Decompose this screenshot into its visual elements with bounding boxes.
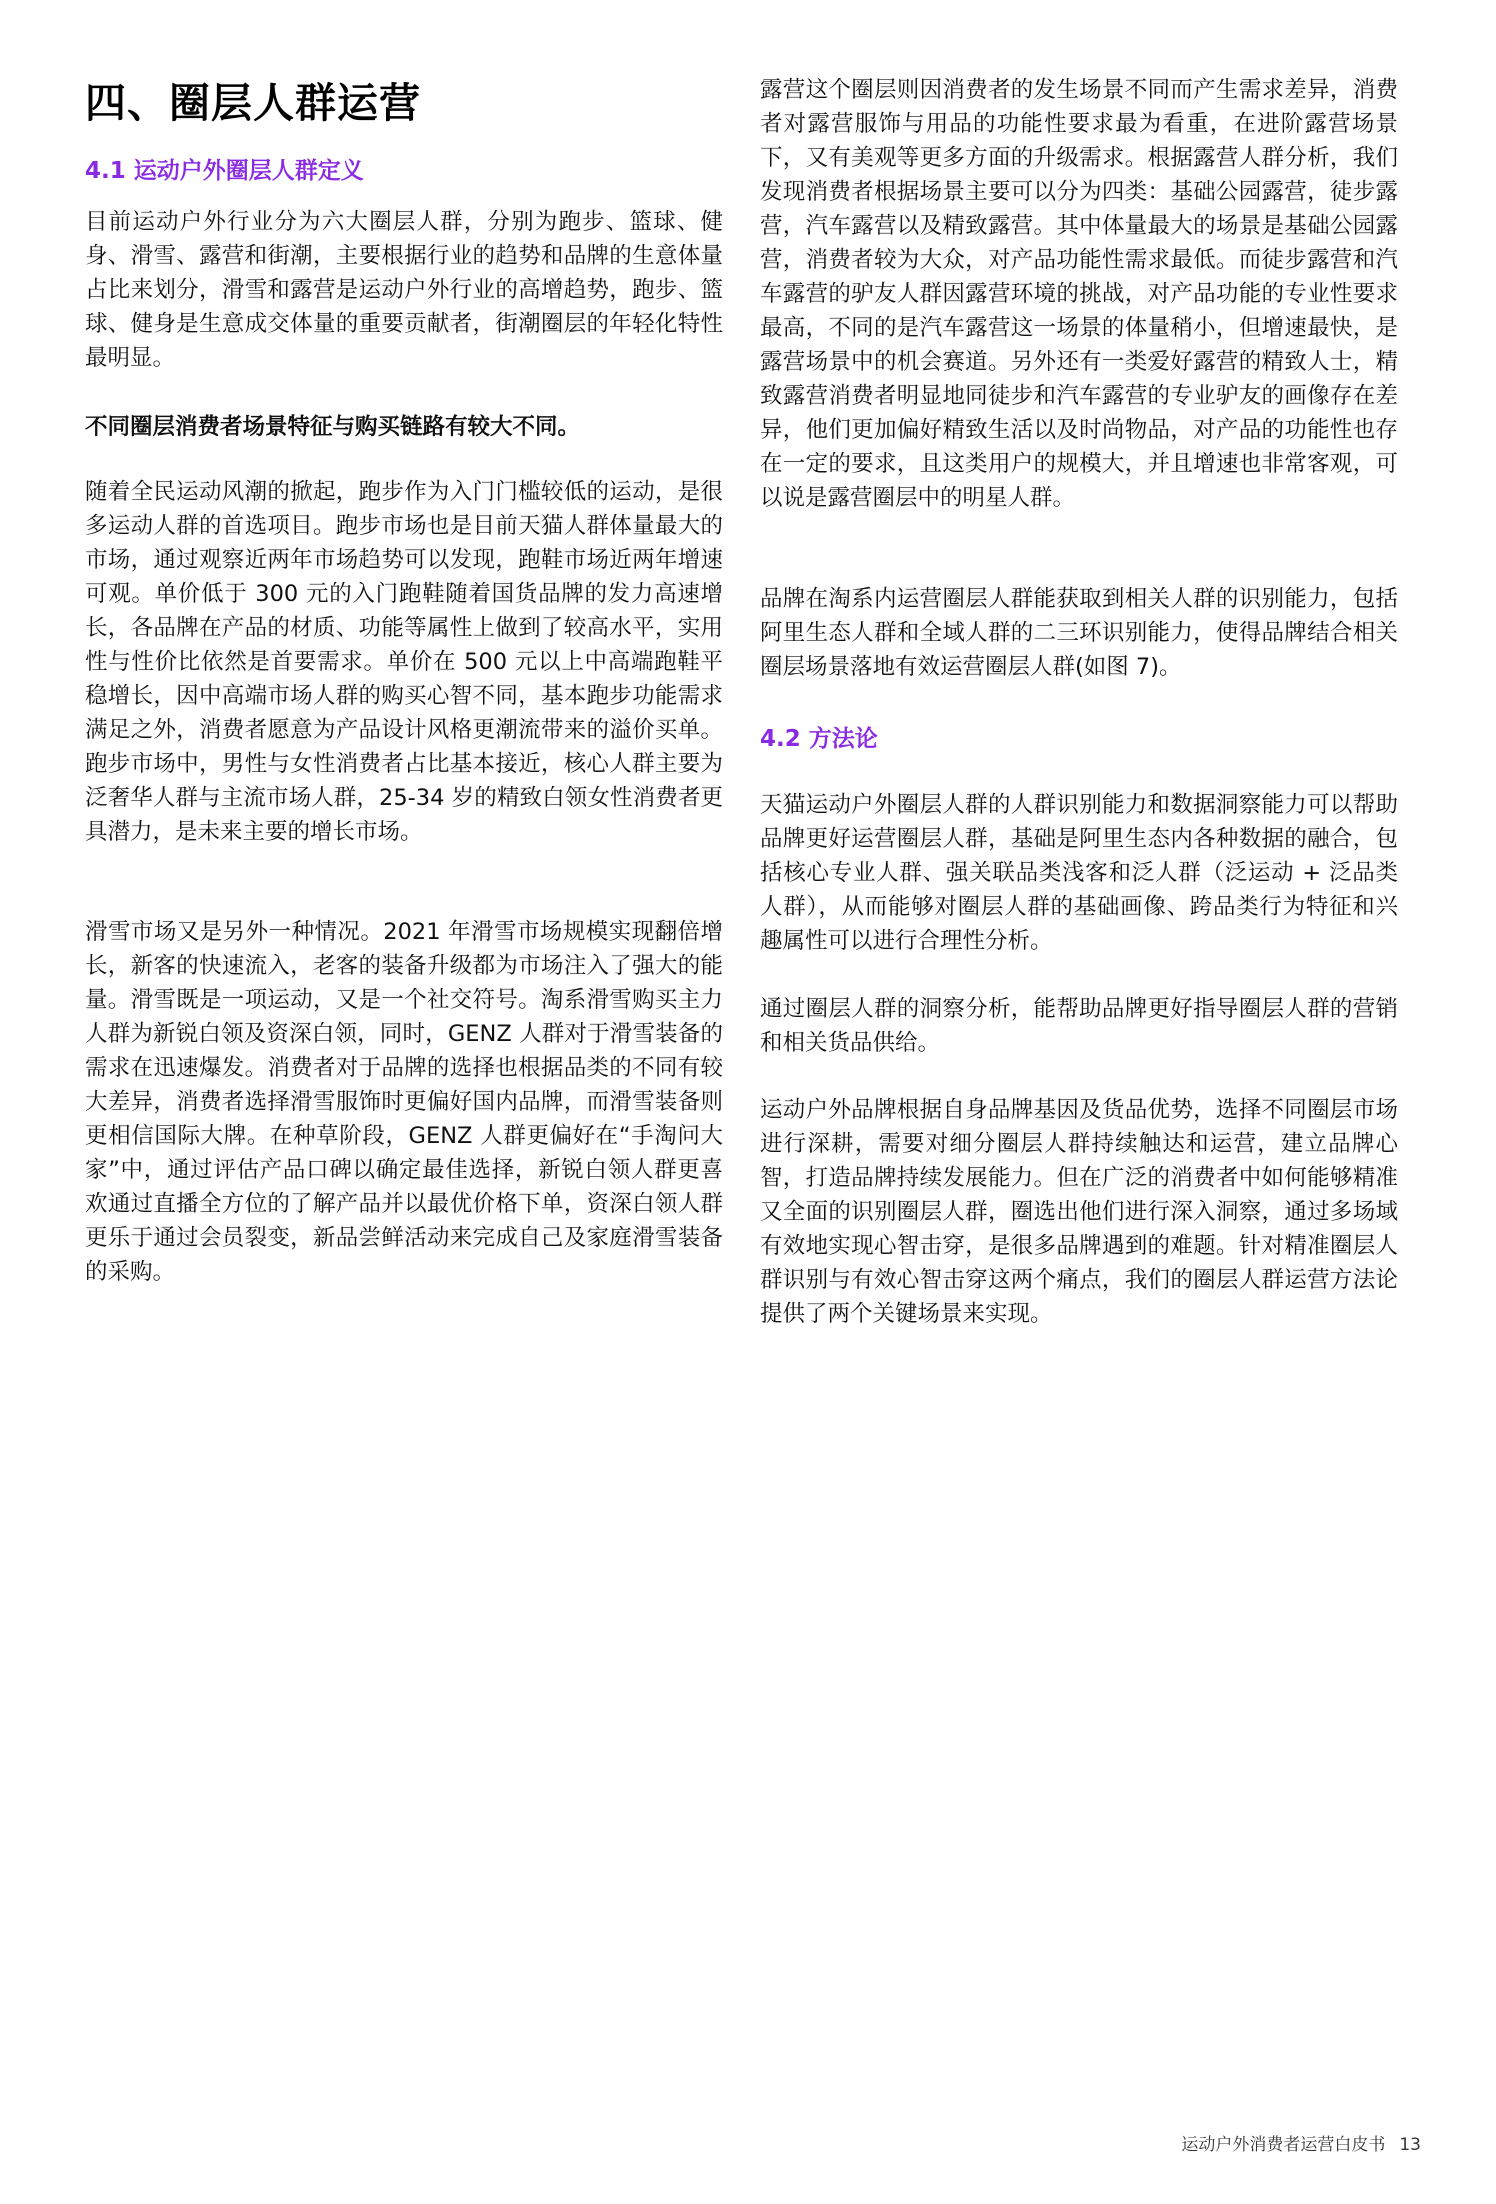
- page-footer: [1167, 2130, 1421, 2155]
- paragraph-circle-definition: 目前运动户外行业分为六大圈层人群，分别为跑步、篮球、健身、滑雪、露营和街潮，主要根据行业的趋势和品牌的生意体量占比来划分，滑雪和露营是运动户外行业的高增趋势，跑步、篮球、健身是生意成交体量的重要贡献者，街潮圈层的年轻化特性最明显。: [85, 209, 723, 371]
- paragraph-methodology: 天猫运动户外圈层人群的人群识别能力和数据洞察能力可以帮助品牌更好运营圈层人群，基础是阿里生态内各种数据的融合，包括核心专业人群、强关联品类浅客和泛人群（泛运动 + 泛品类人群），从而能够对圈层人群的基础画像、跨品类行为特征和兴趣属性可以进行合理性分析。: [760, 792, 1398, 954]
- page-number: 13: [1399, 2135, 1421, 2155]
- page-title: 四、圈层人群运营: [85, 79, 421, 127]
- footer-title: 运动户外消费者运营白皮书: [1181, 2135, 1386, 2155]
- paragraph-bold-statement: 不同圈层消费者场景特征与购买链路有较大不同。: [85, 414, 581, 440]
- paragraph-insight-analysis: 通过圈层人群的洞察分析，能帮助品牌更好指导圈层人群的营销和相关货品供给。: [760, 996, 1398, 1056]
- paragraph-brand-strategy: 运动户外品牌根据自身品牌基因及货品优势，选择不同圈层市场进行深耕，需要对细分圈层人群持续触达和运营，建立品牌心智，打造品牌持续发展能力。但在广泛的消费者中如何能够精准又全面的识别圈层人群，圈选出他们进行深入洞察，通过多场域有效地实现心智击穿，是很多品牌遇到的难题。针对精准圈层人群识别与有效心智击穿这两个痛点，我们的圈层人群运营方法论提供了两个关键场景来实现。: [760, 1097, 1398, 1327]
- paragraph-skiing-market: 滑雪市场又是另外一种情况。2021 年滑雪市场规模实现翻倍增长，新客的快速流入，老客的装备升级都为市场注入了强大的能量。滑雪既是一项运动，又是一个社交符号。淘系滑雪购买主力人群为新锐白领及资深白领，同时，GENZ 人群对于滑雪装备的需求在迅速爆发。消费者对于品牌的选择也根据品类的不同有较大差异，消费者选择滑雪服饰时更偏好国内品牌，而滑雪装备则更相信国际大牌。在种草阶段，GENZ 人群更偏好在“手淘问大家”中，通过评估产品口碑以确定最佳选择，新锐白领人群更喜欢通过直播全方位的了解产品并以最优价格下单，资深白领人群更乐于通过会员裂变，新品尝鲜活动来完成自己及家庭滑雪装备的采购。: [85, 919, 723, 1285]
- paragraph-brand-capability: 品牌在淘系内运营圈层人群能获取到相关人群的识别能力，包括阿里生态人群和全域人群的二三环识别能力，使得品牌结合相关圈层场景落地有效运营圈层人群(如图 7)。: [760, 586, 1398, 680]
- section-heading-4-2: 4.2 方法论: [760, 726, 878, 752]
- paragraph-running-market: 随着全民运动风潮的掀起，跑步作为入门门槛较低的运动，是很多运动人群的首选项目。跑步市场也是目前天猫人群体量最大的市场，通过观察近两年市场趋势可以发现，跑鞋市场近两年增速可观。单价低于 300 元的入门跑鞋随着国货品牌的发力高速增长，各品牌在产品的材质、功能等属性上做到了较高水平，实用性与性价比依然是首要需求。单价在 500 元以上中高端跑鞋平稳增长，因中高端市场人群的购买心智不同，基本跑步功能需求满足之外，消费者愿意为产品设计风格更潮流带来的溢价买单。跑步市场中，男性与女性消费者占比基本接近，核心人群主要为泛奢华人群与主流市场人群，25-34 岁的精致白领女性消费者更具潜力，是未来主要的增长市场。: [85, 479, 723, 845]
- paragraph-camping-market: 露营这个圈层则因消费者的发生场景不同而产生需求差异，消费者对露营服饰与用品的功能性要求最为看重，在进阶露营场景下，又有美观等更多方面的升级需求。根据露营人群分析，我们发现消费者根据场景主要可以分为四类：基础公园露营，徒步露营，汽车露营以及精致露营。其中体量最大的场景是基础公园露营，消费者较为大众，对产品功能性需求最低。而徒步露营和汽车露营的驴友人群因露营环境的挑战，对产品功能的专业性要求最高，不同的是汽车露营这一场景的体量稍小，但增速最快，是露营场景中的机会赛道。另外还有一类爱好露营的精致人士，精致露营消费者明显地同徒步和汽车露营的专业驴友的画像存在差异，他们更加偏好精致生活以及时尚物品，对产品的功能性也存在一定的要求，且这类用户的规模大，并且增速也非常客观，可以说是露营圈层中的明星人群。: [760, 77, 1398, 511]
- section-heading-4-1: 4.1 运动户外圈层人群定义: [85, 158, 364, 184]
